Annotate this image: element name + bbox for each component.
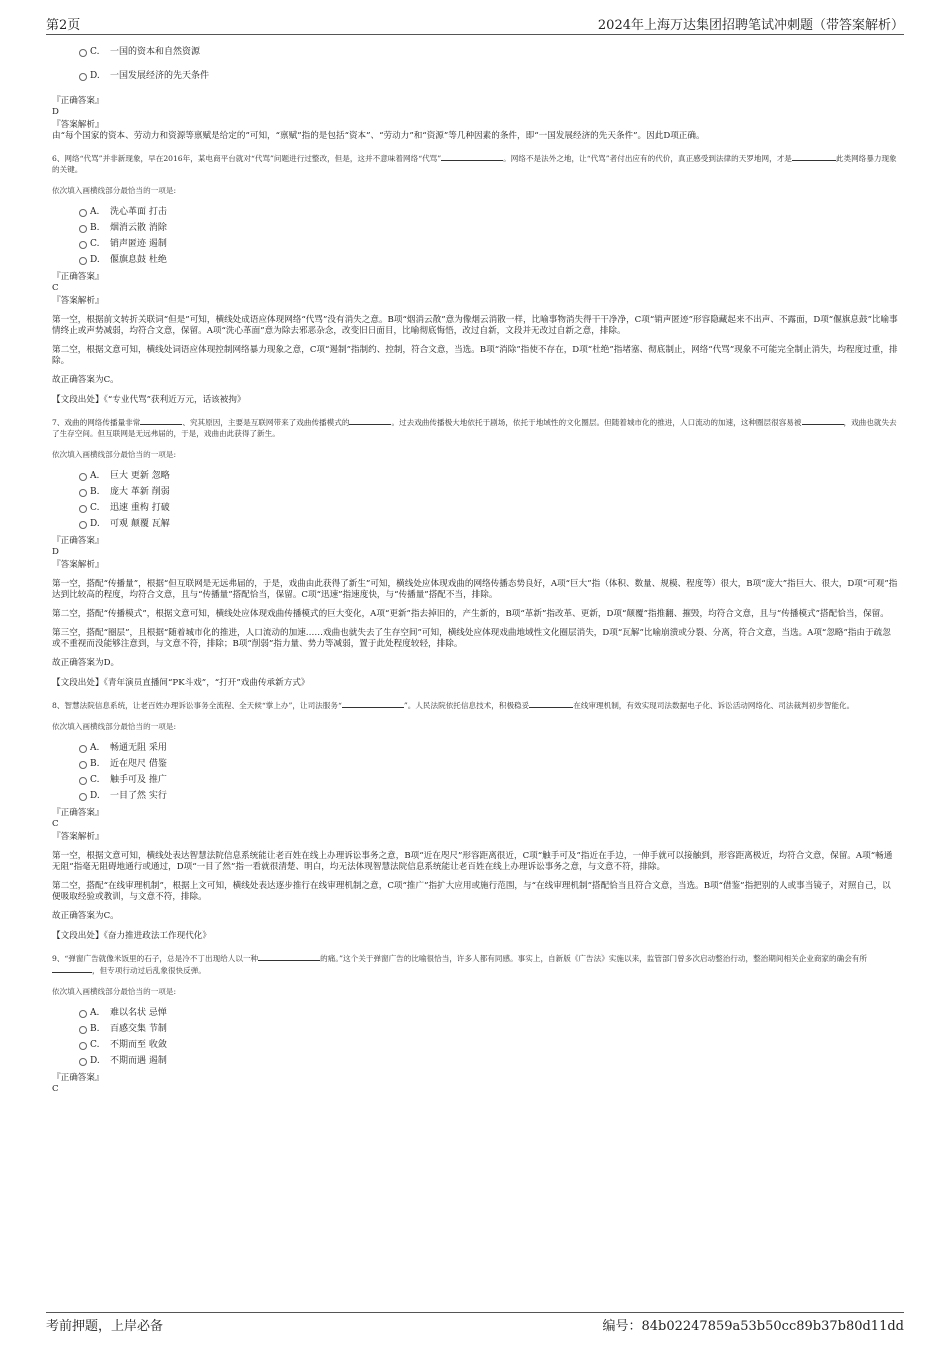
answer-label: 『正确答案』 — [52, 1073, 104, 1083]
option-d[interactable]: D. 不期而遇 遏制 — [52, 1053, 898, 1069]
page-footer — [46, 1312, 904, 1335]
answer-label: 『正确答案』 — [52, 272, 104, 282]
radio-icon[interactable] — [79, 793, 87, 801]
radio-icon[interactable] — [79, 1042, 87, 1050]
analysis-label: 『答案解析』 — [52, 120, 104, 130]
radio-icon[interactable] — [79, 521, 87, 529]
analysis-paragraph: 第二空，搭配“在线审理机制”，根据上文可知，横线处表达逐步推行在线审理机制之意，C项“推广”指扩大应用或施行范围，与“在线审理机制”搭配恰当且符合文意，当选。B项“借鉴”指把别的人或事当镜子，对照自己，以便吸取经验或教训，与文意不符，排除。 — [52, 881, 891, 902]
option-d[interactable]: D. 一国发展经济的先天条件 — [52, 68, 898, 84]
page-header — [46, 14, 904, 35]
radio-icon[interactable] — [79, 1058, 87, 1066]
radio-icon[interactable] — [79, 745, 87, 753]
page-number: 第2页 — [46, 18, 81, 33]
analysis-paragraph: 第三空，搭配“圈层”，且根据“随着城市化的推进，人口流动的加速……戏曲也就失去了生存空间”可知，横线处应体现戏曲地域性文化圈层消失，D项“瓦解”比喻崩溃或分裂、分离，符合文意，当选。A项“忽略”指由于疏忽或不重视而没能够注意到，与文意不符，排除；B项“削弱”指力量、势力等减弱，置于此处程度较轻，排除。 — [52, 628, 891, 649]
answer-value: D — [52, 547, 59, 557]
analysis-text: 由“每个国家的资本、劳动力和资源等禀赋是给定的”可知，“禀赋”指的是包括“资本”、“劳动力”和“资源”等几种因素的条件，即“一国发展经济的先天条件”。因此D项正确。 — [52, 131, 705, 141]
radio-icon[interactable] — [79, 489, 87, 497]
analysis-paragraph: 第一空，搭配“传播量”，根据“但互联网是无远弗届的，于是，戏曲由此获得了新生”可知，横线处应体现戏曲的网络传播态势良好，A项“巨大”指（体积、数量、规模、程度等）很大，B项“庞大”指巨大、很大，D项“可观”指达到比较高的程度，均符合文意，且与“传播量”搭配恰当，保留。C项“迅速”指速度快，与“传播量”搭配不当，排除。 — [52, 579, 898, 600]
radio-icon[interactable] — [79, 225, 87, 233]
option-a[interactable]: A. 难以名状 忌惮 — [52, 1005, 898, 1021]
radio-icon[interactable] — [79, 473, 87, 481]
option-d[interactable]: D. 可观 颠覆 瓦解 — [52, 516, 898, 532]
document-title: 2024年上海万达集团招聘笔试冲刺题（带答案解析） — [597, 18, 904, 33]
answer-value: C — [52, 1084, 59, 1094]
option-b[interactable]: B. 近在咫尺 借鉴 — [52, 756, 898, 772]
option-b[interactable]: B. 百感交集 节制 — [52, 1021, 898, 1037]
question-prompt: 依次填入画横线部分最恰当的一项是: — [52, 987, 177, 996]
question-6: 6、网络“代骂”并非新现象，早在2016年，某电商平台就对“代骂”问题进行过整改，但是，这并不意味着网络“代骂” 。网络不是法外之地，让“代骂”者付出应有的代价，真正感受到法律的天罗地网，才是 此类网络暴力现象的关键。 — [52, 154, 897, 174]
analysis-label: 『答案解析』 — [52, 832, 104, 842]
radio-icon[interactable] — [79, 505, 87, 513]
document-id: 编号：84b02247859a53b50cc89b37b80d11dd — [602, 1319, 904, 1334]
radio-icon[interactable] — [79, 761, 87, 769]
q8-options — [52, 740, 898, 804]
answer-label: 『正确答案』 — [52, 536, 104, 546]
radio-icon[interactable] — [79, 73, 87, 81]
radio-icon[interactable] — [79, 777, 87, 785]
q9-options — [52, 1005, 898, 1069]
conclusion: 故正确答案为C。 — [52, 911, 119, 921]
source-citation: 【文段出处】《奋力推进政法工作现代化》 — [52, 931, 211, 941]
question-8: 8、智慧法院信息系统，让老百姓办理诉讼事务全流程、全天候“掌上办”，让司法服务“ ”。人民法院依托信息技术，积极稳妥 在线审理机制，有效实现司法数据电子化、诉讼活动网络化、司法裁判初步智能化。 — [52, 701, 855, 710]
analysis-label: 『答案解析』 — [52, 560, 104, 570]
blank — [792, 152, 836, 161]
conclusion: 故正确答案为D。 — [52, 658, 120, 668]
option-b[interactable]: B. 庞大 革新 削弱 — [52, 484, 898, 500]
option-c[interactable]: C. 销声匿迹 遏制 — [52, 236, 898, 252]
answer-value: D — [52, 107, 59, 117]
analysis-label: 『答案解析』 — [52, 296, 104, 306]
radio-icon[interactable] — [79, 209, 87, 217]
option-d[interactable]: D. 一目了然 实行 — [52, 788, 898, 804]
analysis-paragraph: 第二空，根据文意可知，横线处词语应体现控制网络暴力现象之意，C项“遏制”指制约、控制，符合文意，当选。B项“消除”指使不存在，D项“杜绝”指堵塞、彻底制止，网络“代骂”现象不可能完全制止消失，均程度过重，排除。 — [52, 345, 898, 366]
option-c[interactable]: C. 迅速 重构 打破 — [52, 500, 898, 516]
answer-value: C — [52, 819, 59, 829]
conclusion: 故正确答案为C。 — [52, 375, 119, 385]
blank — [441, 152, 503, 161]
q7-options — [52, 468, 898, 532]
option-c[interactable]: C. 触手可及 推广 — [52, 772, 898, 788]
question-prompt: 依次填入画横线部分最恰当的一项是: — [52, 450, 177, 459]
analysis-paragraph: 第一空，根据前文转折关联词“但是”可知，横线处成语应体现网络“代骂”没有消失之意。B项“烟消云散”意为像烟云消散一样，比喻事物消失得干干净净，C项“销声匿迹”形容隐藏起来不出声、不露面，D项“偃旗息鼓”比喻事情终止或声势减弱，均符合文意，保留。A项“洗心革面”意为除去邪恶杂念，改变旧日面目，比喻彻底悔悟，改过自新，文段并无改过自新之意，排除。 — [52, 315, 898, 336]
option-d[interactable]: D. 偃旗息鼓 杜绝 — [52, 252, 898, 268]
question-prompt: 依次填入画横线部分最恰当的一项是: — [52, 722, 177, 731]
analysis-paragraph: 第二空，搭配“传播模式”，根据文意可知，横线处应体现戏曲传播模式的巨大变化，A项“更新”指去掉旧的，产生新的，B项“革新”指改革、更新，D项“颠覆”指推翻、摧毁，均符合文意，且与“传播模式”搭配恰当，保留。 — [52, 609, 889, 619]
source-citation: 【文段出处】《“专业代骂”获利近万元，话该被拘》 — [52, 395, 246, 405]
prev-options — [52, 44, 898, 84]
option-c[interactable]: C. 不期而至 收敛 — [52, 1037, 898, 1053]
question-9: 9、“弹窗广告就像米饭里的石子，总是冷不丁出现给人以一种 的痛。”这个关于弹窗广告的比喻很恰当，许多人都有同感。事实上，自新版《广告法》实施以来，监管部门曾多次启动整治行动，整治期间相关企业商家的确会有所，但专项行动过后乱象很快反弹。 — [52, 954, 867, 975]
radio-icon[interactable] — [79, 257, 87, 265]
radio-icon[interactable] — [79, 49, 87, 57]
answer-value: C — [52, 283, 59, 293]
question-prompt: 依次填入画横线部分最恰当的一项是: — [52, 186, 177, 195]
answer-label: 『正确答案』 — [52, 96, 104, 106]
page-content — [52, 42, 898, 1095]
option-c[interactable]: C. 一国的资本和自然资源 — [52, 44, 898, 60]
analysis-paragraph: 第一空，根据文意可知，横线处表达智慧法院信息系统能让老百姓在线上办理诉讼事务之意，B项“近在咫尺”形容距离很近，C项“触手可及”指近在手边，一伸手就可以接触到，形容距离极近，均符合文意，保留。A项“畅通无阻”指毫无阻碍地通行或通过，D项“一目了然”指一看就很清楚、明白，均无法体现智慧法院信息系统能让老百姓在线上办理诉讼事务之意，与文意不符，排除。 — [52, 851, 893, 872]
answer-label: 『正确答案』 — [52, 808, 104, 818]
question-7: 7、戏曲的网络传播量非常 、究其原因，主要是互联网带来了戏曲传播模式的 。过去戏曲传播极大地依托于剧场，依托于地域性的文化圈层。但随着城市化的推进，人口流动的加速，这种圈层很容易被 ，戏曲也就失去了生存空间。但互联网是无远弗届的，于是，戏曲由此获得了新生。 — [52, 418, 897, 438]
source-citation: 【文段出处】《青年演员直播间“PK斗戏”，“打开”戏曲传承新方式》 — [52, 678, 310, 688]
option-a[interactable]: A. 畅通无阻 采用 — [52, 740, 898, 756]
option-b[interactable]: B. 烟消云散 消除 — [52, 220, 898, 236]
option-a[interactable]: A. 洗心革面 打击 — [52, 204, 898, 220]
option-a[interactable]: A. 巨大 更新 忽略 — [52, 468, 898, 484]
q6-options — [52, 204, 898, 268]
radio-icon[interactable] — [79, 241, 87, 249]
radio-icon[interactable] — [79, 1010, 87, 1018]
footer-slogan: 考前押题，上岸必备 — [46, 1319, 164, 1334]
radio-icon[interactable] — [79, 1026, 87, 1034]
